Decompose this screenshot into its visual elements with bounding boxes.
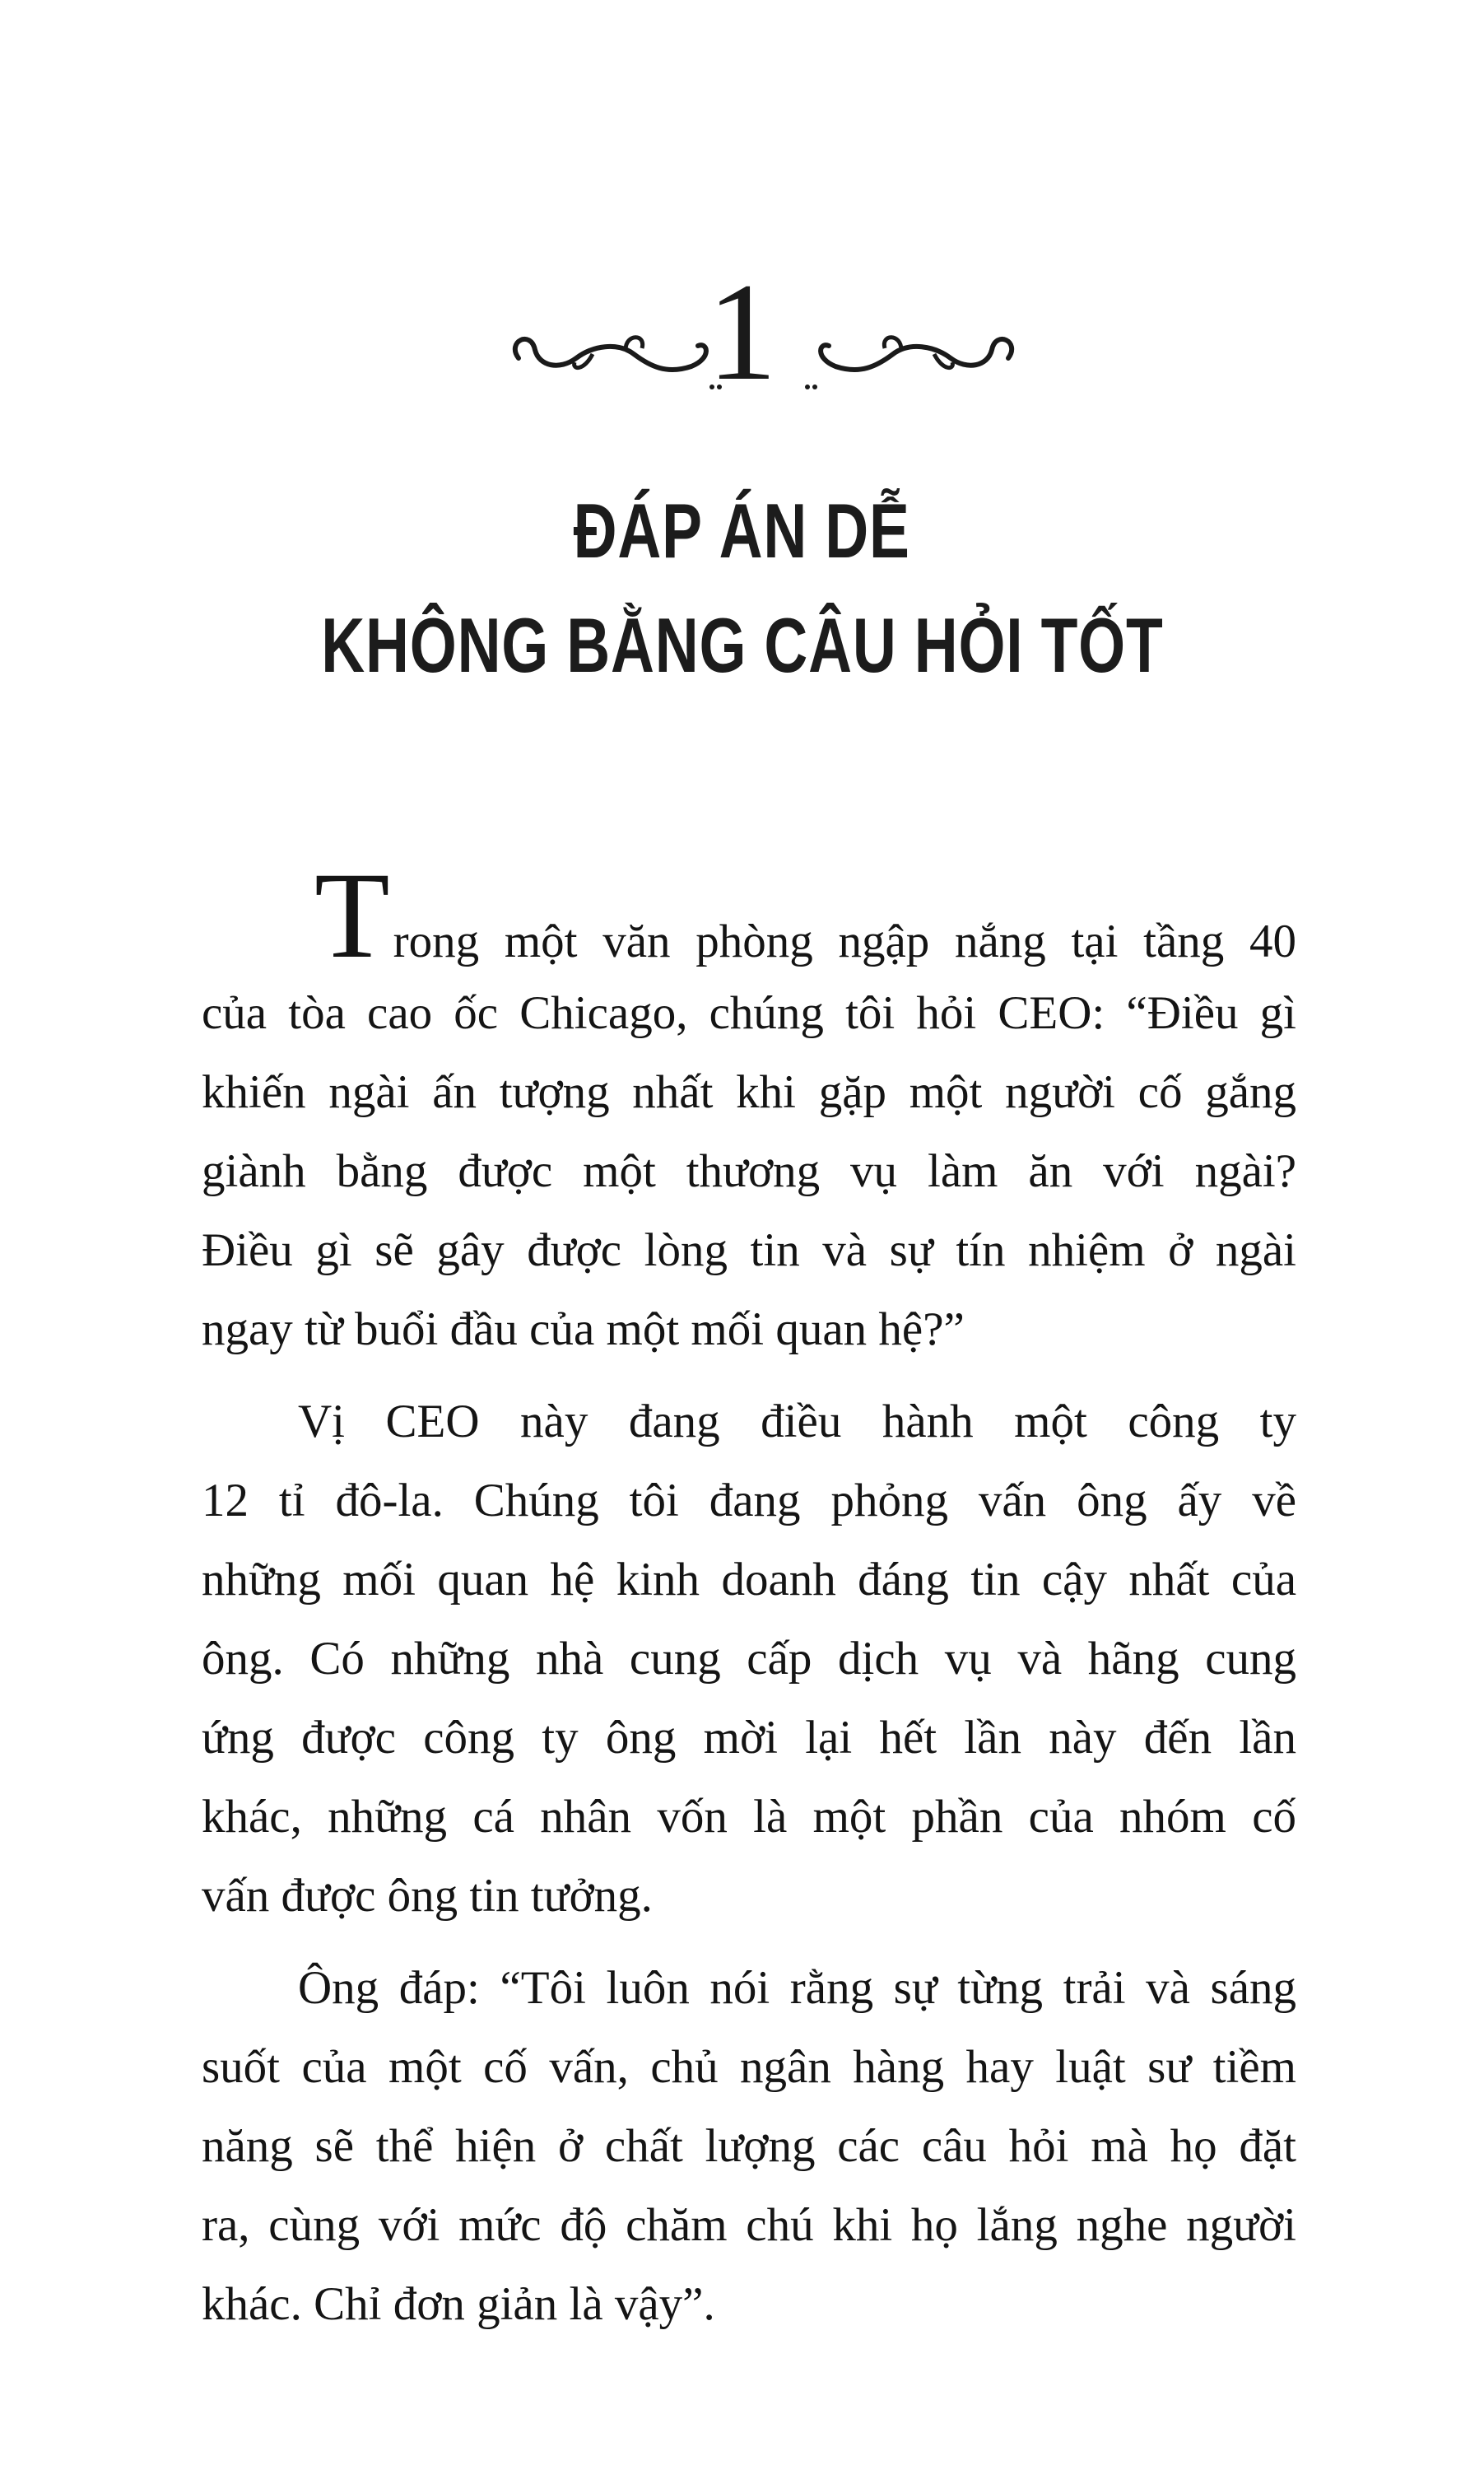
drop-cap: T	[314, 847, 390, 984]
text-line: Ông đáp: “Tôi luôn nói rằng sự từng trải và sáng	[298, 1962, 1296, 2014]
body-text	[202, 847, 1296, 2357]
chapter-title-text: ĐÁP ÁN DỄ	[573, 487, 910, 574]
text-line: của tòa cao ốc Chicago, chúng tôi hỏi CEO: “Điều gì	[202, 987, 1296, 1039]
text-line: những mối quan hệ kinh doanh đáng tin cậy nhất của	[202, 1554, 1296, 1606]
paragraph-1	[202, 847, 1296, 1369]
chapter-title-text: KHÔNG BẰNG CÂU HỎI TỐT	[320, 602, 1164, 688]
paragraph-2	[202, 1382, 1296, 1936]
text-line: giành bằng được một thương vụ làm ăn với ngài?	[202, 1145, 1296, 1197]
text-line: ông. Có những nhà cung cấp dịch vụ và hãng cung	[202, 1633, 1296, 1685]
text-line: ra, cùng với mức độ chăm chú khi họ lắng nghe người	[202, 2199, 1296, 2251]
text-line: vấn được ông tin tưởng.	[202, 1870, 653, 1922]
paragraph-3	[202, 1949, 1296, 2344]
text-line: suốt của một cố vấn, chủ ngân hàng hay luật sư tiềm	[202, 2041, 1296, 2093]
text-line: khác, những cá nhân vốn là một phần của nhóm cố	[202, 1791, 1296, 1843]
text-line-content: rong một văn phòng ngập nắng tại tầng 40	[393, 916, 1296, 967]
chapter-title-line-1	[0, 487, 1484, 574]
text-line: Vị CEO này đang điều hành một công ty	[298, 1396, 1296, 1447]
text-line: Điều gì sẽ gây được lòng tin và sự tín nhiệm ở ngài	[202, 1224, 1296, 1276]
text-line: năng sẽ thể hiện ở chất lượng các câu hỏi mà họ đặt	[202, 2120, 1296, 2172]
text-line: ứng được công ty ông mời lại hết lần này đến lần	[202, 1712, 1296, 1764]
right-swirl-ornament-icon	[802, 325, 1025, 399]
chapter-title-line-2	[0, 602, 1484, 688]
text-line	[202, 847, 1296, 984]
text-line: khác. Chỉ đơn giản là vậy”.	[202, 2278, 715, 2330]
text-line: 12 tỉ đô-la. Chúng tôi đang phỏng vấn ông ấy về	[202, 1475, 1296, 1526]
text-line: khiến ngài ấn tượng nhất khi gặp một người cố gắng	[202, 1066, 1296, 1118]
chapter-number: 1	[707, 254, 777, 409]
text-line: ngay từ buổi đầu của một mối quan hệ?”	[202, 1303, 965, 1355]
